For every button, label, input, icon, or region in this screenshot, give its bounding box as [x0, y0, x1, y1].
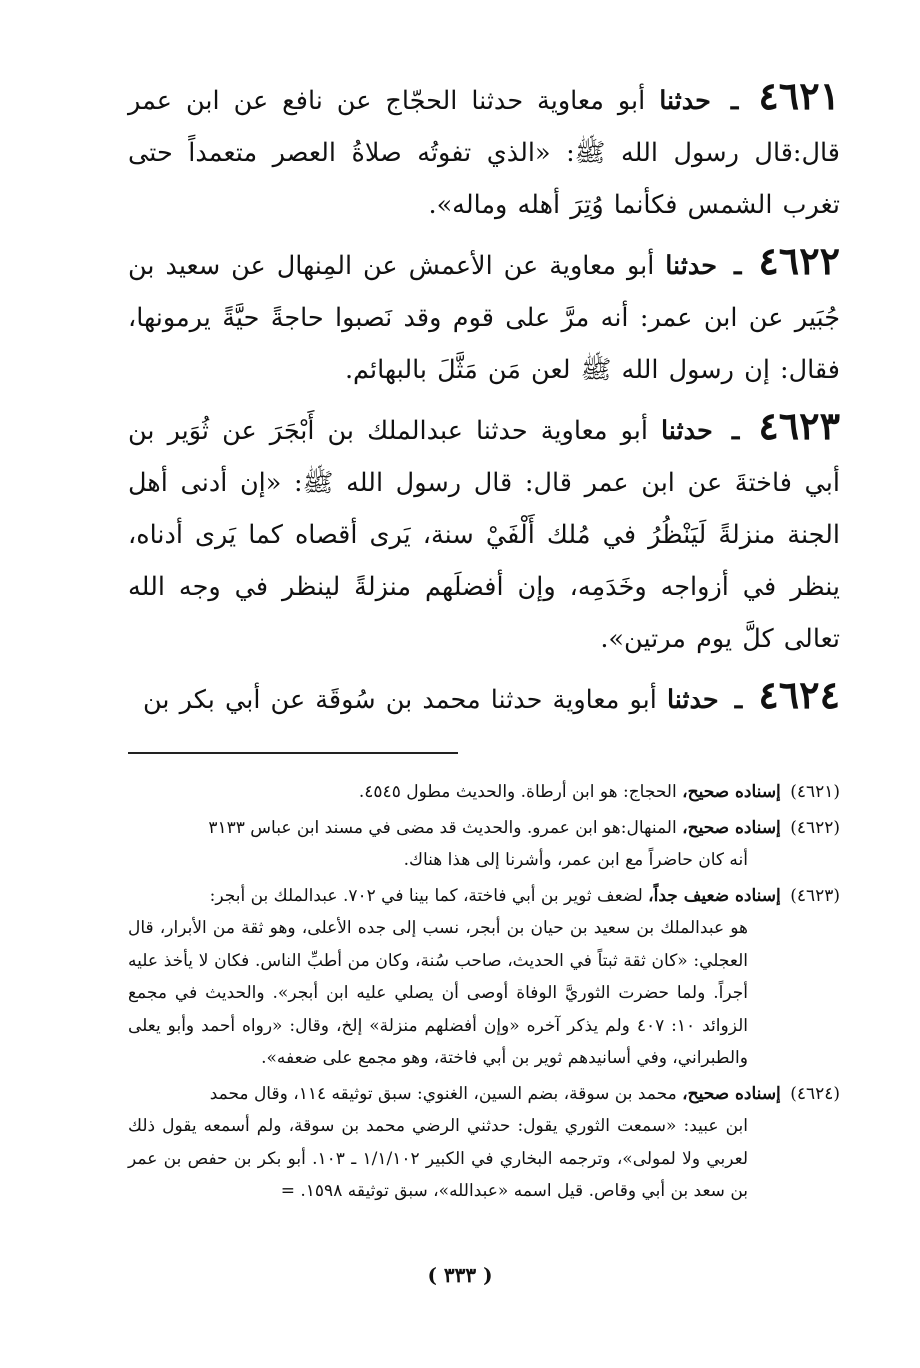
hadith-4624	[128, 669, 840, 726]
hadith-text: أبو معاوية حدثنا الحجّاج عن نافع عن ابن عمر قال:قال رسول الله ﷺ: «الذي تفوتُه صلاةُ العصر متعمداً حتى تغرب الشمس فكأنما وُتِرَ أهله وماله».	[128, 86, 840, 220]
footnote-verdict: إسناده صحيح،	[682, 782, 781, 802]
footnote-continuation: أنه كان حاضراً مع ابن عمر، وأشرنا إلى هذا هناك.	[403, 850, 748, 870]
footnote-verdict: إسناده صحيح،	[682, 1083, 781, 1104]
footnote-4623	[128, 880, 840, 1075]
hadith-dash: ـ	[731, 416, 740, 446]
hadith-dash: ـ	[733, 251, 742, 281]
hadith-opening: حدثنا	[659, 86, 711, 116]
footnote-ref: (٤٦٢٣)	[790, 885, 840, 906]
hadith-text: أبو معاوية حدثنا عبدالملك بن أَبْجَرَ عن ثُوَير بن أبي فاختةَ عن ابن عمر قال: قال رسول الله ﷺ: «إن أدنى أهل الجنة منزلةً لَيَنْظُرُ في مُلك أَلْفَيْ سنة، يَرى أقصاه كما يَرى أدناه، ينظر في أزواجه وخَدَمِه، وإن أفضلَهم منزلةً لينظر في وجه الله تعالى كلَّ يوم مرتين».	[128, 416, 840, 654]
hadith-opening: حدثنا	[665, 251, 717, 281]
page-body	[128, 70, 840, 1330]
hadith-dash: ـ	[734, 685, 743, 715]
footnote-text: الحجاج: هو ابن أرطاة. والحديث مطول ٤٥٤٥.	[358, 782, 677, 802]
hadith-number: ٤٦٢٤	[758, 672, 840, 717]
page-number: ( ٣٣٣ )	[427, 1263, 493, 1287]
footnote-continuation: ابن عبيد: «سمعت الثوري يقول: حدثني الرضي محمد بن سوقة، ولم أسمعه يقول ذلك لعربي ولا لمولى»، وترجمه البخاري في الكبير ١/١/١٠٢ ـ ١٠٣. أبو بكر بن حفص بن عمر بن سعد بن أبي وقاص. قيل اسمه «عبدالله»، سبق توثيقه ١٥٩٨. =	[128, 1116, 748, 1201]
footnote-text: المنهال:هو ابن عمرو. والحديث قد مضى في مسند ابن عباس ٣١٣٣	[208, 817, 677, 838]
footnote-verdict: إسناده ضعيف جداً،	[648, 885, 781, 906]
hadith-list	[128, 70, 840, 726]
footnote-ref: (٤٦٢١)	[790, 782, 840, 802]
hadith-opening: حدثنا	[661, 416, 713, 446]
footnote-4622	[128, 812, 840, 877]
footnote-ref: (٤٦٢٢)	[790, 817, 840, 838]
hadith-number: ٤٦٢٢	[758, 238, 841, 283]
hadith-text: أبو معاوية عن الأعمش عن المِنهال عن سعيد بن جُبَير عن ابن عمر: أنه مرَّ على قوم وقد نَصبوا حاجةً حيَّةً يرمونها، فقال: إن رسول الله ﷺ لعن مَن مَثَّلَ بالبهائم.	[128, 251, 840, 385]
footnote-separator-wrap	[128, 726, 840, 776]
hadith-4623	[128, 400, 840, 665]
footnotes	[128, 776, 840, 1208]
footnote-separator	[128, 752, 458, 754]
hadith-4622	[128, 235, 840, 396]
footnote-4624	[128, 1078, 840, 1208]
hadith-number: ٤٦٢٣	[758, 403, 840, 448]
footnote-verdict: إسناده صحيح،	[682, 817, 781, 838]
hadith-opening: حدثنا	[666, 685, 719, 715]
footnote-text: لضعف ثوير بن أبي فاختة، كما بينا في ٧٠٢. عبدالملك بن أبجر:	[209, 885, 643, 906]
hadith-number: ٤٦٢١	[758, 73, 841, 118]
hadith-dash: ـ	[730, 86, 739, 116]
hadith-text: أبو معاوية حدثنا محمد بن سُوقَة عن أبي بكر بن	[143, 685, 657, 715]
footnote-text: محمد بن سوقة، بضم السين، الغنوي: سبق توثيقه ١١٤، وقال محمد	[209, 1083, 677, 1104]
hadith-4621	[128, 70, 840, 231]
footnote-ref: (٤٦٢٤)	[790, 1083, 840, 1104]
footnote-continuation: هو عبدالملك بن سعيد بن حيان بن أبجر، نسب إلى جده الأعلى، وهو ثقة من الأبرار، قال العجلي: «كان ثقة ثبتاً في الحديث، صاحب سُنة، وكان من أطبِّ الناس. فكان لا يأخذ عليه أجراً. ولما حضرت الثوريَّ الوفاة أوصى أن يصلي عليه ابن أبجر». والحديث في مجمع الزوائد ١٠: ٤٠٧ ولم يذكر آخره «وإن أفضلهم منزلة» إلخ، وقال: «رواه أحمد وأبو يعلى والطبراني، وفي أسانيدهم ثوير بن أبي فاختة، وهو مجمع على ضعفه».	[128, 918, 748, 1068]
footnote-4621	[128, 776, 840, 809]
